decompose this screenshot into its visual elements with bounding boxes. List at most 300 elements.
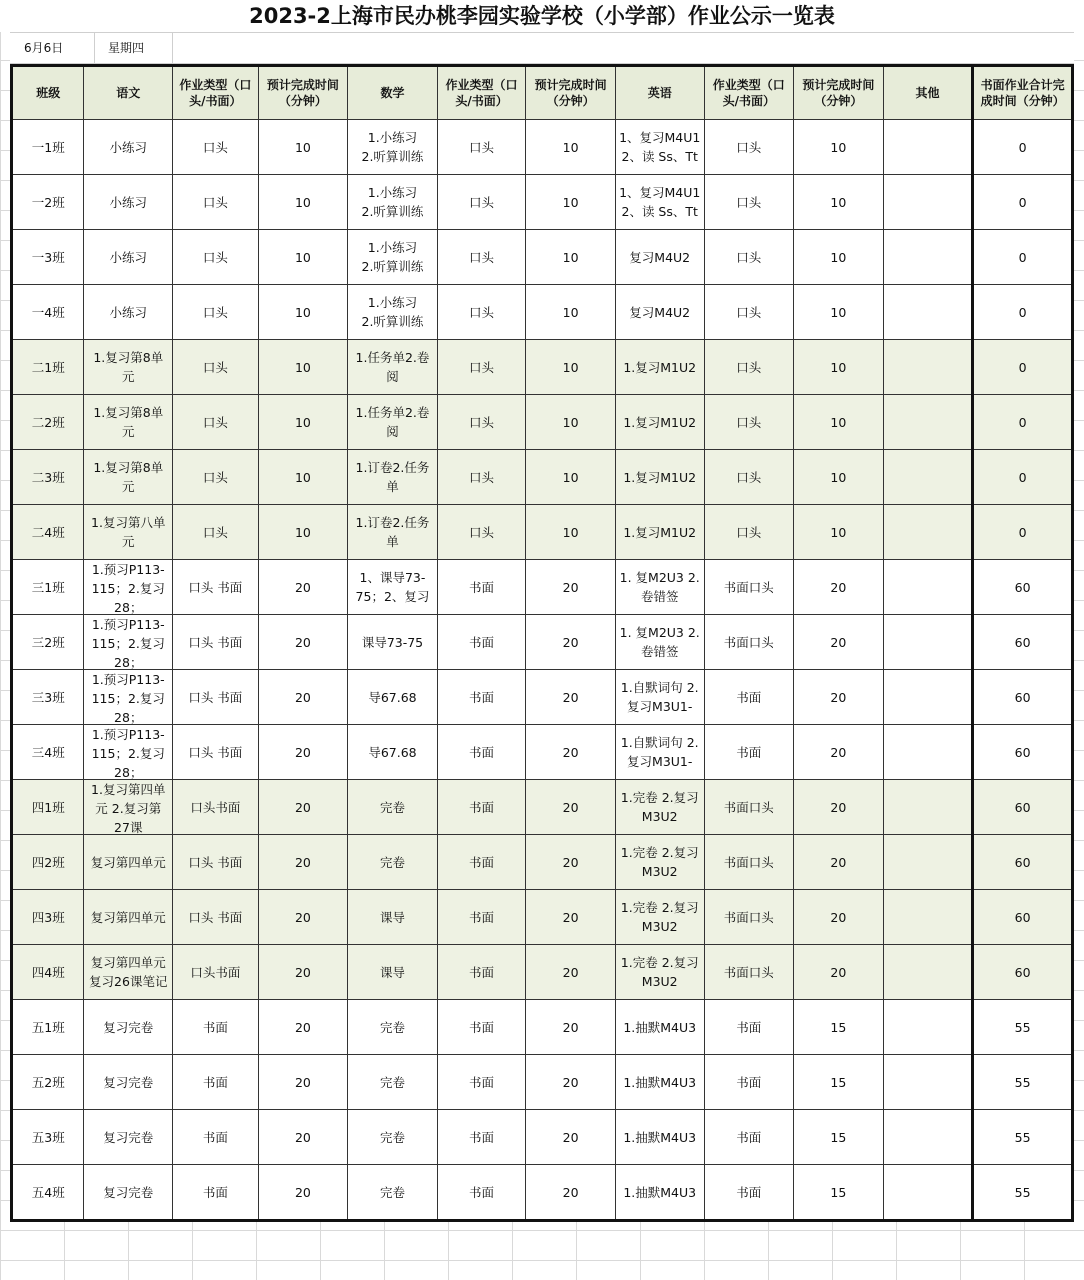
cell-text: 完卷 <box>379 1074 405 1090</box>
table-cell[interactable] <box>84 615 173 670</box>
table-cell[interactable] <box>173 725 259 780</box>
table-cell[interactable] <box>615 560 704 615</box>
table-cell[interactable] <box>615 450 704 505</box>
table-cell[interactable] <box>526 175 616 230</box>
table-cell[interactable] <box>437 285 526 340</box>
table-cell[interactable] <box>173 1165 259 1221</box>
cell-text: 10 <box>294 304 311 320</box>
table-cell[interactable] <box>12 945 84 1000</box>
cell-text: 20 <box>294 1129 311 1145</box>
cell-text: 口头书面 <box>190 964 241 980</box>
column-header[interactable]: 英语 <box>615 66 704 120</box>
table-cell[interactable] <box>173 1000 259 1055</box>
table-cell[interactable] <box>794 945 884 1000</box>
column-header[interactable]: 作业类型（口头/书面） <box>704 66 794 120</box>
cell-text: 20 <box>294 1019 311 1035</box>
column-header[interactable]: 预计完成时间（分钟） <box>526 66 616 120</box>
table-cell[interactable] <box>173 890 259 945</box>
table-cell[interactable] <box>704 1055 794 1110</box>
table-cell[interactable] <box>526 725 616 780</box>
table-cell[interactable] <box>173 670 259 725</box>
table-cell[interactable] <box>437 1165 526 1221</box>
table-cell[interactable] <box>12 450 84 505</box>
cell-text: 10 <box>562 414 579 430</box>
table-cell[interactable] <box>704 890 794 945</box>
table-cell[interactable] <box>258 1165 348 1221</box>
table-cell[interactable] <box>437 1110 526 1165</box>
table-cell[interactable] <box>437 505 526 560</box>
table-cell[interactable] <box>883 450 973 505</box>
table-cell[interactable] <box>348 120 438 175</box>
table-cell[interactable] <box>258 890 348 945</box>
table-cell[interactable] <box>84 560 173 615</box>
cell-text: 书面 <box>202 1074 228 1090</box>
column-header[interactable]: 数学 <box>348 66 438 120</box>
table-cell[interactable] <box>794 505 884 560</box>
table-cell[interactable] <box>348 615 438 670</box>
table-cell[interactable] <box>704 285 794 340</box>
table-cell[interactable] <box>883 230 973 285</box>
table-cell[interactable] <box>615 120 704 175</box>
table-cell[interactable] <box>794 1055 884 1110</box>
table-cell[interactable] <box>84 340 173 395</box>
table-cell[interactable] <box>12 560 84 615</box>
table-row <box>12 780 1073 835</box>
table-cell[interactable] <box>794 670 884 725</box>
table-cell[interactable] <box>84 945 173 1000</box>
table-cell[interactable] <box>973 395 1073 450</box>
table-cell[interactable] <box>973 1165 1073 1221</box>
column-header[interactable]: 预计完成时间（分钟） <box>258 66 348 120</box>
date-label[interactable]: 6月6日 <box>24 41 64 55</box>
table-cell[interactable] <box>794 1165 884 1221</box>
table-cell[interactable] <box>437 725 526 780</box>
table-cell[interactable] <box>258 780 348 835</box>
table-cell[interactable] <box>615 670 704 725</box>
table-cell[interactable] <box>883 505 973 560</box>
table-cell[interactable] <box>12 505 84 560</box>
table-cell[interactable] <box>12 1110 84 1165</box>
cell-text: 1、复习M4U1 2、读 Ss、Tt <box>619 130 701 164</box>
table-cell[interactable] <box>615 945 704 1000</box>
cell-text: 10 <box>294 524 311 540</box>
cell-text: 20 <box>294 689 311 705</box>
table-cell[interactable] <box>794 1000 884 1055</box>
table-cell[interactable] <box>973 615 1073 670</box>
column-header[interactable]: 作业类型（口头/书面） <box>437 66 526 120</box>
table-cell[interactable] <box>258 670 348 725</box>
table-cell[interactable] <box>526 395 616 450</box>
table-cell[interactable] <box>348 285 438 340</box>
table-cell[interactable] <box>973 450 1073 505</box>
table-cell[interactable] <box>437 835 526 890</box>
table-cell[interactable] <box>12 1055 84 1110</box>
table-cell[interactable] <box>615 230 704 285</box>
cell-text: 1. 复M2U3 2.卷错签 <box>619 625 700 659</box>
table-cell[interactable] <box>348 395 438 450</box>
table-cell[interactable] <box>84 450 173 505</box>
table-cell[interactable] <box>437 670 526 725</box>
table-cell[interactable] <box>437 1000 526 1055</box>
table-cell[interactable] <box>615 505 704 560</box>
table-cell[interactable] <box>883 725 973 780</box>
table-cell[interactable] <box>12 340 84 395</box>
cell-text: 1.完卷 2.复习M3U2 <box>620 955 699 989</box>
table-cell[interactable] <box>348 670 438 725</box>
table-cell[interactable] <box>173 505 259 560</box>
table-cell[interactable] <box>704 340 794 395</box>
table-cell[interactable] <box>973 890 1073 945</box>
table-cell[interactable] <box>615 615 704 670</box>
cell-text: 五4班 <box>31 1184 65 1200</box>
column-header[interactable]: 语文 <box>84 66 173 120</box>
cell-text: 10 <box>294 249 311 265</box>
table-cell[interactable] <box>258 835 348 890</box>
table-cell[interactable] <box>12 780 84 835</box>
table-cell[interactable] <box>973 945 1073 1000</box>
table-cell[interactable] <box>84 120 173 175</box>
table-cell[interactable] <box>12 725 84 780</box>
table-cell[interactable] <box>794 175 884 230</box>
table-cell[interactable] <box>794 395 884 450</box>
table-cell[interactable] <box>615 340 704 395</box>
table-cell[interactable] <box>84 175 173 230</box>
table-cell[interactable] <box>348 1000 438 1055</box>
table-cell[interactable] <box>437 175 526 230</box>
table-cell[interactable] <box>437 450 526 505</box>
table-cell[interactable] <box>883 1055 973 1110</box>
table-cell[interactable] <box>615 1110 704 1165</box>
table-cell[interactable] <box>348 1110 438 1165</box>
column-header[interactable]: 预计完成时间（分钟） <box>794 66 884 120</box>
table-cell[interactable] <box>615 1165 704 1221</box>
table-cell[interactable] <box>437 1055 526 1110</box>
cell-text: 20 <box>830 854 847 870</box>
cell-text: 口头 <box>736 304 762 320</box>
table-cell[interactable] <box>615 890 704 945</box>
table-cell[interactable] <box>883 890 973 945</box>
table-cell[interactable] <box>348 560 438 615</box>
table-cell[interactable] <box>883 1000 973 1055</box>
table-cell[interactable] <box>348 945 438 1000</box>
table-cell[interactable] <box>12 890 84 945</box>
table-cell[interactable] <box>437 890 526 945</box>
table-cell[interactable] <box>173 560 259 615</box>
table-cell[interactable] <box>794 725 884 780</box>
table-cell[interactable] <box>84 285 173 340</box>
table-cell[interactable] <box>258 450 348 505</box>
table-cell[interactable] <box>883 120 973 175</box>
cell-text: 书面 <box>469 579 495 595</box>
table-cell[interactable] <box>526 615 616 670</box>
table-cell[interactable] <box>84 890 173 945</box>
table-cell[interactable] <box>973 670 1073 725</box>
table-cell[interactable] <box>84 230 173 285</box>
table-cell[interactable] <box>704 945 794 1000</box>
table-cell[interactable] <box>84 395 173 450</box>
table-cell[interactable] <box>883 395 973 450</box>
table-cell[interactable] <box>437 395 526 450</box>
table-cell[interactable] <box>258 120 348 175</box>
cell-text: 复习第四单元 复习26课笔记 <box>89 955 168 989</box>
table-cell[interactable] <box>526 1055 616 1110</box>
table-cell[interactable] <box>973 505 1073 560</box>
table-cell[interactable] <box>615 395 704 450</box>
cell-text: 20 <box>294 744 311 760</box>
table-cell[interactable] <box>84 835 173 890</box>
cell-text: 1.小练习 2.听算训练 <box>361 295 424 329</box>
table-cell[interactable] <box>704 1165 794 1221</box>
table-cell[interactable] <box>258 175 348 230</box>
table-cell[interactable] <box>348 835 438 890</box>
table-cell[interactable] <box>173 615 259 670</box>
cell-text: 20 <box>294 909 311 925</box>
table-cell[interactable] <box>883 1110 973 1165</box>
cell-text: 复习M4U2 <box>629 249 691 265</box>
table-cell[interactable] <box>348 505 438 560</box>
cell-text: 20 <box>562 1074 579 1090</box>
table-cell[interactable] <box>12 285 84 340</box>
table-cell[interactable] <box>704 120 794 175</box>
table-cell[interactable] <box>615 1000 704 1055</box>
table-cell[interactable] <box>12 230 84 285</box>
table-cell[interactable] <box>348 1055 438 1110</box>
table-row <box>12 560 1073 615</box>
table-cell[interactable] <box>973 835 1073 890</box>
table-cell[interactable] <box>12 1165 84 1221</box>
table-cell[interactable] <box>883 340 973 395</box>
table-cell[interactable] <box>173 285 259 340</box>
table-cell[interactable] <box>84 670 173 725</box>
cell-text: 1.复习第8单元 <box>93 460 164 494</box>
table-cell[interactable] <box>883 285 973 340</box>
table-cell[interactable] <box>258 1110 348 1165</box>
cell-text: 60 <box>1014 579 1031 595</box>
table-cell[interactable] <box>973 725 1073 780</box>
table-cell[interactable] <box>437 615 526 670</box>
table-cell[interactable] <box>173 340 259 395</box>
column-header[interactable]: 作业类型（口头/书面） <box>173 66 259 120</box>
table-cell[interactable] <box>526 945 616 1000</box>
cell-text: 小练习 <box>109 194 148 210</box>
table-cell[interactable] <box>437 230 526 285</box>
table-cell[interactable] <box>258 395 348 450</box>
table-cell[interactable] <box>437 340 526 395</box>
table-cell[interactable] <box>794 1110 884 1165</box>
table-cell[interactable] <box>704 1000 794 1055</box>
table-cell[interactable] <box>883 615 973 670</box>
cell-text: 0 <box>1018 249 1027 265</box>
cell-text: 20 <box>830 579 847 595</box>
table-cell[interactable] <box>883 780 973 835</box>
table-cell[interactable] <box>526 670 616 725</box>
cell-text: 1.抽默M4U3 <box>623 1074 697 1090</box>
table-cell[interactable] <box>973 560 1073 615</box>
table-cell[interactable] <box>258 560 348 615</box>
table-cell[interactable] <box>704 1110 794 1165</box>
table-cell[interactable] <box>84 1110 173 1165</box>
table-cell[interactable] <box>704 560 794 615</box>
table-cell[interactable] <box>258 505 348 560</box>
table-cell[interactable] <box>794 340 884 395</box>
table-row <box>12 450 1073 505</box>
table-cell[interactable] <box>258 1000 348 1055</box>
table-cell[interactable] <box>883 945 973 1000</box>
table-cell[interactable] <box>973 1000 1073 1055</box>
table-cell[interactable] <box>704 670 794 725</box>
table-cell[interactable] <box>526 120 616 175</box>
table-cell[interactable] <box>84 1000 173 1055</box>
table-cell[interactable] <box>12 120 84 175</box>
table-cell[interactable] <box>704 725 794 780</box>
table-row <box>12 615 1073 670</box>
table-cell[interactable] <box>173 780 259 835</box>
table-cell[interactable] <box>84 1055 173 1110</box>
table-cell[interactable] <box>794 560 884 615</box>
table-cell[interactable] <box>794 120 884 175</box>
table-cell[interactable] <box>173 1055 259 1110</box>
table-cell[interactable] <box>615 780 704 835</box>
table-cell[interactable] <box>794 230 884 285</box>
cell-text: 书面 <box>469 744 495 760</box>
cell-text: 10 <box>294 359 311 375</box>
column-header[interactable]: 书面作业合计完成时间（分钟） <box>973 66 1073 120</box>
table-cell[interactable] <box>973 1110 1073 1165</box>
table-cell[interactable] <box>704 230 794 285</box>
table-cell[interactable] <box>973 285 1073 340</box>
table-cell[interactable] <box>12 615 84 670</box>
table-cell[interactable] <box>348 780 438 835</box>
cell-text: 0 <box>1018 359 1027 375</box>
table-cell[interactable] <box>615 285 704 340</box>
table-cell[interactable] <box>437 945 526 1000</box>
table-cell[interactable] <box>173 175 259 230</box>
table-cell[interactable] <box>973 230 1073 285</box>
cell-text: 1.抽默M4U3 <box>623 1129 697 1145</box>
table-cell[interactable] <box>12 670 84 725</box>
table-cell[interactable] <box>526 505 616 560</box>
cell-text: 口头 <box>202 359 228 375</box>
table-cell[interactable] <box>348 1165 438 1221</box>
table-cell[interactable] <box>84 780 173 835</box>
table-cell[interactable] <box>704 505 794 560</box>
table-cell[interactable] <box>883 1165 973 1221</box>
table-cell[interactable] <box>973 340 1073 395</box>
table-cell[interactable] <box>348 230 438 285</box>
table-cell[interactable] <box>12 395 84 450</box>
cell-text: 三4班 <box>31 744 65 760</box>
table-cell[interactable] <box>794 835 884 890</box>
table-cell[interactable] <box>704 175 794 230</box>
table-cell[interactable] <box>883 175 973 230</box>
table-cell[interactable] <box>437 560 526 615</box>
table-cell[interactable] <box>258 725 348 780</box>
table-cell[interactable] <box>84 505 173 560</box>
table-cell[interactable] <box>258 1055 348 1110</box>
table-cell[interactable] <box>258 340 348 395</box>
table-cell[interactable] <box>615 725 704 780</box>
table-cell[interactable] <box>794 615 884 670</box>
table-cell[interactable] <box>704 450 794 505</box>
table-cell[interactable] <box>615 835 704 890</box>
table-cell[interactable] <box>526 285 616 340</box>
table-cell[interactable] <box>348 725 438 780</box>
table-cell[interactable] <box>526 450 616 505</box>
table-cell[interactable] <box>258 615 348 670</box>
weekday-label[interactable]: 星期四 <box>108 41 145 55</box>
table-cell[interactable] <box>883 670 973 725</box>
table-cell[interactable] <box>12 835 84 890</box>
table-cell[interactable] <box>526 560 616 615</box>
table-cell[interactable] <box>615 175 704 230</box>
table-cell[interactable] <box>526 780 616 835</box>
table-cell[interactable] <box>526 340 616 395</box>
table-cell[interactable] <box>84 725 173 780</box>
table-cell[interactable] <box>883 835 973 890</box>
table-cell[interactable] <box>615 1055 704 1110</box>
table-cell[interactable] <box>173 945 259 1000</box>
table-cell[interactable] <box>437 120 526 175</box>
table-cell[interactable] <box>348 890 438 945</box>
table-cell[interactable] <box>883 560 973 615</box>
table-cell[interactable] <box>526 1000 616 1055</box>
table-cell[interactable] <box>973 175 1073 230</box>
table-cell[interactable] <box>258 230 348 285</box>
table-cell[interactable] <box>258 285 348 340</box>
table-cell[interactable] <box>704 780 794 835</box>
table-cell[interactable] <box>173 120 259 175</box>
table-cell[interactable] <box>84 1165 173 1221</box>
table-cell[interactable] <box>704 615 794 670</box>
table-cell[interactable] <box>526 1165 616 1221</box>
cell-text: 一2班 <box>31 194 65 210</box>
cell-text: 书面 <box>469 1019 495 1035</box>
table-cell[interactable] <box>704 395 794 450</box>
cell-text: 10 <box>830 414 847 430</box>
cell-text: 10 <box>294 414 311 430</box>
table-cell[interactable] <box>173 835 259 890</box>
table-cell[interactable] <box>258 945 348 1000</box>
table-cell[interactable] <box>173 395 259 450</box>
cell-text: 五2班 <box>31 1074 65 1090</box>
table-cell[interactable] <box>973 1055 1073 1110</box>
table-cell[interactable] <box>973 120 1073 175</box>
column-header[interactable]: 其他 <box>883 66 973 120</box>
table-cell[interactable] <box>794 450 884 505</box>
table-cell[interactable] <box>526 835 616 890</box>
table-cell[interactable] <box>526 1110 616 1165</box>
cell-text: 1.复习M1U2 <box>623 359 697 375</box>
table-cell[interactable] <box>794 890 884 945</box>
table-cell[interactable] <box>12 175 84 230</box>
table-cell[interactable] <box>526 230 616 285</box>
table-cell[interactable] <box>794 285 884 340</box>
table-cell[interactable] <box>173 450 259 505</box>
table-cell[interactable] <box>794 780 884 835</box>
table-cell[interactable] <box>348 450 438 505</box>
table-cell[interactable] <box>173 1110 259 1165</box>
table-cell[interactable] <box>526 890 616 945</box>
table-cell[interactable] <box>173 230 259 285</box>
table-cell[interactable] <box>348 340 438 395</box>
cell-text: 20 <box>562 799 579 815</box>
table-cell[interactable] <box>437 780 526 835</box>
table-cell[interactable] <box>704 835 794 890</box>
table-cell[interactable] <box>12 1000 84 1055</box>
table-cell[interactable] <box>348 175 438 230</box>
column-header[interactable]: 班级 <box>12 66 84 120</box>
table-cell[interactable] <box>973 780 1073 835</box>
